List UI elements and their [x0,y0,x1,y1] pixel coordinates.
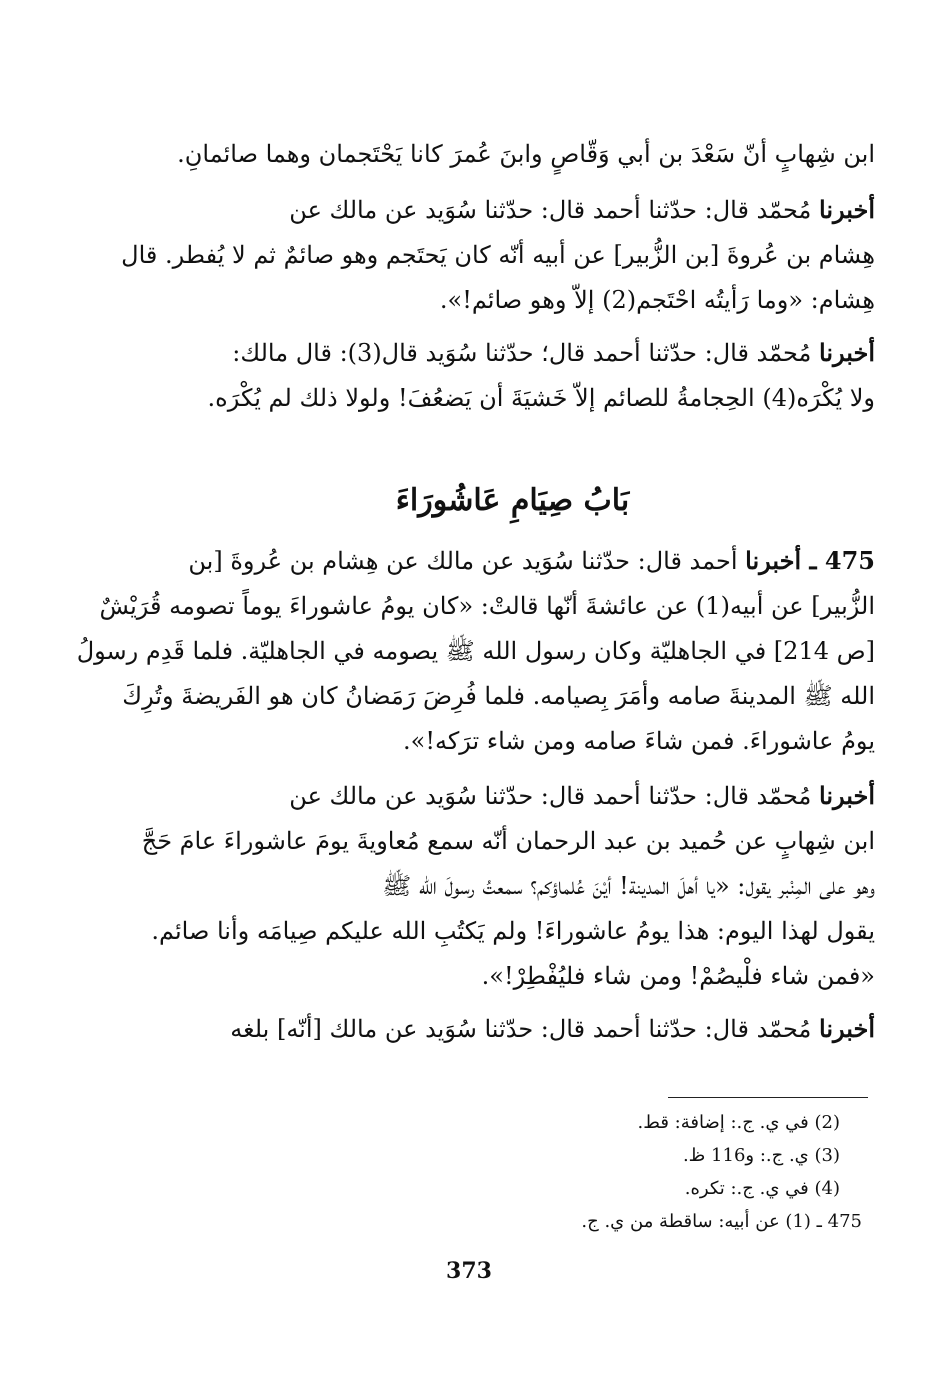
paragraph-muawiya [141,773,875,999]
paragraph-hadith-cupping [121,187,875,323]
lead-word: أخبرنا [819,1014,875,1043]
paragraph-final [150,1006,875,1052]
lead-word: أخبرنا [819,338,875,367]
text-line: أخبرنا مُحمّد قال: حدّثنا أحمد قال: حدّثنا سُوَيد عن مالك عن [289,195,875,224]
text-line: 475 ـ أخبرنا أحمد قال: حدّثنا سُوَيد عن مالك عن هِشام بن عُروةَ [بن [188,546,875,575]
paragraph-intro [150,132,875,177]
text-line: أخبرنا مُحمّد قال: حدّثنا أحمد قال: حدّثنا سُوَيد عن مالك عن [289,781,875,810]
footnote-3: (3) ي. ج.: و116 ظ. [682,1145,840,1166]
lead-word: أخبرنا [819,781,875,810]
footnote-2: (2) في ي. ج.: إضافة: قط. [637,1112,840,1133]
text-line: ابن شِهابٍ عن حُميد بن عبد الرحمان أنّه سمع مُعاويةَ يومَ عاشوراءَ عامَ حَجَّ [141,827,875,855]
footnote-divider [668,1097,868,1098]
footnotes [400,1106,862,1238]
text-line: أخبرنا مُحمّد قال: حدّثنا أحمد قال: حدّثنا سُوَيد عن مالك [أنّه] بلغه [230,1014,875,1043]
paragraph-hadith-475 [76,538,875,764]
text-line: هِشام بن عُروةَ [بن الزُّبير] عن أبيه أنّه كان يَحتَجم وهو صائمٌ ثم لا يُفطر. قال [121,241,875,269]
hadith-number-lead: 475 ـ أخبرنا [745,546,875,575]
text-line: هِشام: «وما رَأيتُه احْتَجم(2) إلاّ وهو صائم!». [439,286,875,314]
text-line: ابن شِهابٍ أنّ سَعْدَ بن أبي وَقّاصٍ وابنَ عُمرَ كانا يَحْتَجمان وهما صائمانِ. [177,140,875,168]
footnote-475-1: 475 ـ (1) عن أبيه: ساقطة من ي. ج. [581,1211,862,1232]
text-line: يقول لهذا اليوم: هذا يومُ عاشوراءَ! ولم يَكتُبِ الله عليكم صِيامَه وأنا صائم. [151,917,875,945]
chapter-heading: بَابُ صِيَامِ عَاشُورَاءَ [395,483,630,518]
text-line: أخبرنا مُحمّد قال: حدّثنا أحمد قال؛ حدّثنا سُوَيد قال(3): قال مالك: [232,338,875,367]
footnote-4: (4) في ي. ج.: تكره. [684,1178,840,1199]
text-line: الزُّبير] عن أبيه(1) عن عائشةَ أنّها قالتْ: «كان يومُ عاشوراءَ يوماً تصومه قُرَيْشٌ [99,592,875,620]
text-line: الله ﷺ المدينةَ صامه وأمَرَ بِصيامه. فلما فُرِضَ رَمَضانُ كان هو الفَريضةَ وتُرِكَ [122,682,875,710]
paragraph-malik-saying [150,330,875,421]
text-line: «فمن شاء فلْيصُمْ! ومن شاء فليُفْطِرْ!». [481,962,875,990]
text-line: وهو على المِنْبر يقول: «يا أهلَ المدينة! أيْنَ عُلماؤكم؟ سمعتُ رسولَ الله ﷺ [382,872,875,900]
text-line: يومُ عاشوراءَ. فمن شاءَ صامه ومن شاء ترَكه!». [403,727,875,755]
text-line: [ص 214] في الجاهليّة وكان رسول الله ﷺ يصومه في الجاهليّة. فلما قَدِم رسولُ [76,637,875,665]
text-line: ولا يُكْرَه(4) الحِجامةُ للصائم إلاّ خَشيَةَ أن يَضعُفَ! ولولا ذلك لم يُكْرَه. [207,384,875,412]
page-number: 373 [446,1258,492,1284]
lead-word: أخبرنا [819,195,875,224]
